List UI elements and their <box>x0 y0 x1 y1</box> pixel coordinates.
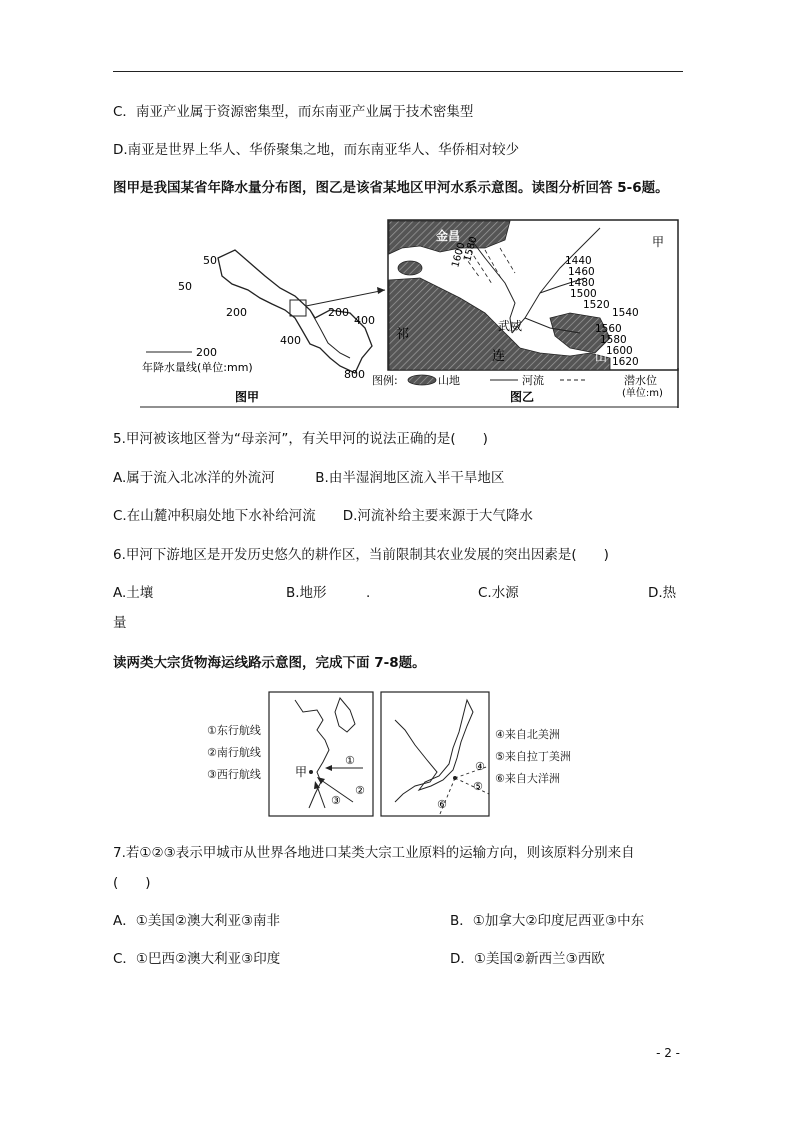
legend-water: 潜水位 <box>624 374 657 387</box>
legend-mountain-swatch <box>408 375 436 385</box>
caption-yi: 图乙 <box>510 390 535 404</box>
question-6: 6.甲河下游地区是开发历史悠久的耕作区，当前限制其农业发展的突出因素是( ) <box>113 547 609 563</box>
route-east: ①东行航线 <box>207 724 261 737</box>
japan-islands <box>419 700 473 790</box>
place-qi: 祁 <box>396 327 410 342</box>
question-6-option-a: A.土壤 <box>113 585 154 601</box>
contour-label-400a: 400 <box>354 314 375 327</box>
place-jinchang: 金昌 <box>436 229 461 243</box>
city-jia: 甲 <box>295 765 308 779</box>
legend-mountain: 山地 <box>438 374 460 387</box>
caption-jia: 图甲 <box>235 390 260 404</box>
intro-5-6: 图甲是我国某省年降水量分布图，图乙是该省某地区甲河水系示意图。读图分析回答 5-6题。 <box>113 180 669 196</box>
city-jia-dot <box>309 770 313 774</box>
question-7-option-d: D．①美国②新西兰③西欧 <box>450 951 605 967</box>
mark-2: ② <box>355 784 365 797</box>
isoline-1500: 1500 <box>570 288 597 300</box>
pointer-arrow <box>306 290 385 306</box>
mark-1: ① <box>345 754 355 767</box>
legend-unit: (单位:m) <box>622 388 663 399</box>
isoline-1620: 1620 <box>612 356 639 368</box>
contour-label-200b: 200 <box>328 306 349 319</box>
origin-latin-america: ⑤来自拉丁美洲 <box>495 750 571 763</box>
intro-7-8: 读两类大宗货物海运线路示意图，完成下面 7-8题。 <box>113 655 426 671</box>
legend-value: 200 <box>196 346 217 359</box>
place-jia: 甲 <box>652 235 665 249</box>
left-coastline <box>295 700 329 808</box>
isoline-1460: 1460 <box>568 266 595 278</box>
place-lian: 连 <box>492 349 506 364</box>
question-6-option-d-cont: 量 <box>113 615 127 631</box>
legend-river: 河流 <box>522 374 544 387</box>
contour-label-800: 800 <box>344 368 365 381</box>
question-7-blank: ( ) <box>113 875 151 891</box>
arrow-west <box>317 786 325 808</box>
left-land-top <box>335 698 355 732</box>
contour-label-50b: 50 <box>178 280 192 293</box>
place-wuwei: 武威 <box>498 319 523 333</box>
contour-label-200a: 200 <box>226 306 247 319</box>
legend-precip: 年降水量线(单位:mm) <box>142 361 253 374</box>
mark-4: ④ <box>475 760 485 773</box>
question-7-option-b: B．①加拿大②印度尼西亚③中东 <box>450 913 645 929</box>
contour-label-50a: 50 <box>203 254 217 267</box>
option-d-line: D.南亚是世界上华人、华侨聚集之地，而东南亚华人、华侨相对较少 <box>113 142 520 158</box>
question-7-option-c: C．①巴西②澳大利亚③印度 <box>113 951 281 967</box>
question-5-options-cd: C.在山麓冲积扇处地下水补给河流 D.河流补给主要来源于大气降水 <box>113 508 533 524</box>
isoline-rot-1600: 1600 <box>450 241 468 269</box>
option-c-line: C．南亚产业属于资源密集型，而东南亚产业属于技术密集型 <box>113 104 474 120</box>
place-shan: 山 <box>595 350 608 364</box>
origin-oceania: ⑥来自大洋洲 <box>495 772 560 785</box>
question-7: 7.若①②③表示甲城市从世界各地进口某类大宗工业原料的运输方向，则该原料分别来自 <box>113 845 635 861</box>
question-6-dot: . <box>366 585 371 601</box>
isoline-1560: 1560 <box>595 323 622 335</box>
page-number: - 2 - <box>656 1046 680 1060</box>
question-5: 5.甲河被该地区誉为“母亲河”，有关甲河的说法正确的是( ) <box>113 431 488 447</box>
mark-3: ③ <box>331 794 341 807</box>
isoline-1540: 1540 <box>612 307 639 319</box>
mark-6: ⑥ <box>437 798 447 811</box>
route-south: ②南行航线 <box>207 746 261 759</box>
right-coastline <box>395 720 437 802</box>
port-dot <box>453 776 457 780</box>
question-5-options-ab: A.属于流入北冰洋的外流河 B.由半湿润地区流入半干旱地区 <box>113 470 505 486</box>
isoline-1480: 1480 <box>568 277 595 289</box>
selection-box <box>290 300 306 316</box>
origin-north-america: ④来自北美洲 <box>495 728 560 741</box>
isoline-1440: 1440 <box>565 255 592 267</box>
figure-precipitation-map <box>140 218 685 410</box>
question-6-option-d: D.热 <box>648 585 677 601</box>
question-7-option-a: A．①美国②澳大利亚③南非 <box>113 913 281 929</box>
figure-shipping-routes <box>205 690 587 820</box>
legend-prefix: 图例: <box>372 374 398 387</box>
route-west: ③西行航线 <box>207 768 261 781</box>
isoline-1520: 1520 <box>583 299 610 311</box>
mountain-small <box>398 261 422 275</box>
isoline-1600: 1600 <box>606 345 633 357</box>
question-6-option-c: C.水源 <box>478 585 519 601</box>
isoline-1580: 1580 <box>600 334 627 346</box>
isoline-rot-1580: 1580 <box>462 235 480 263</box>
contour-label-400b: 400 <box>280 334 301 347</box>
question-6-option-b: B.地形 <box>286 585 327 601</box>
header-rule <box>113 71 683 72</box>
mark-5: ⑤ <box>473 780 483 793</box>
